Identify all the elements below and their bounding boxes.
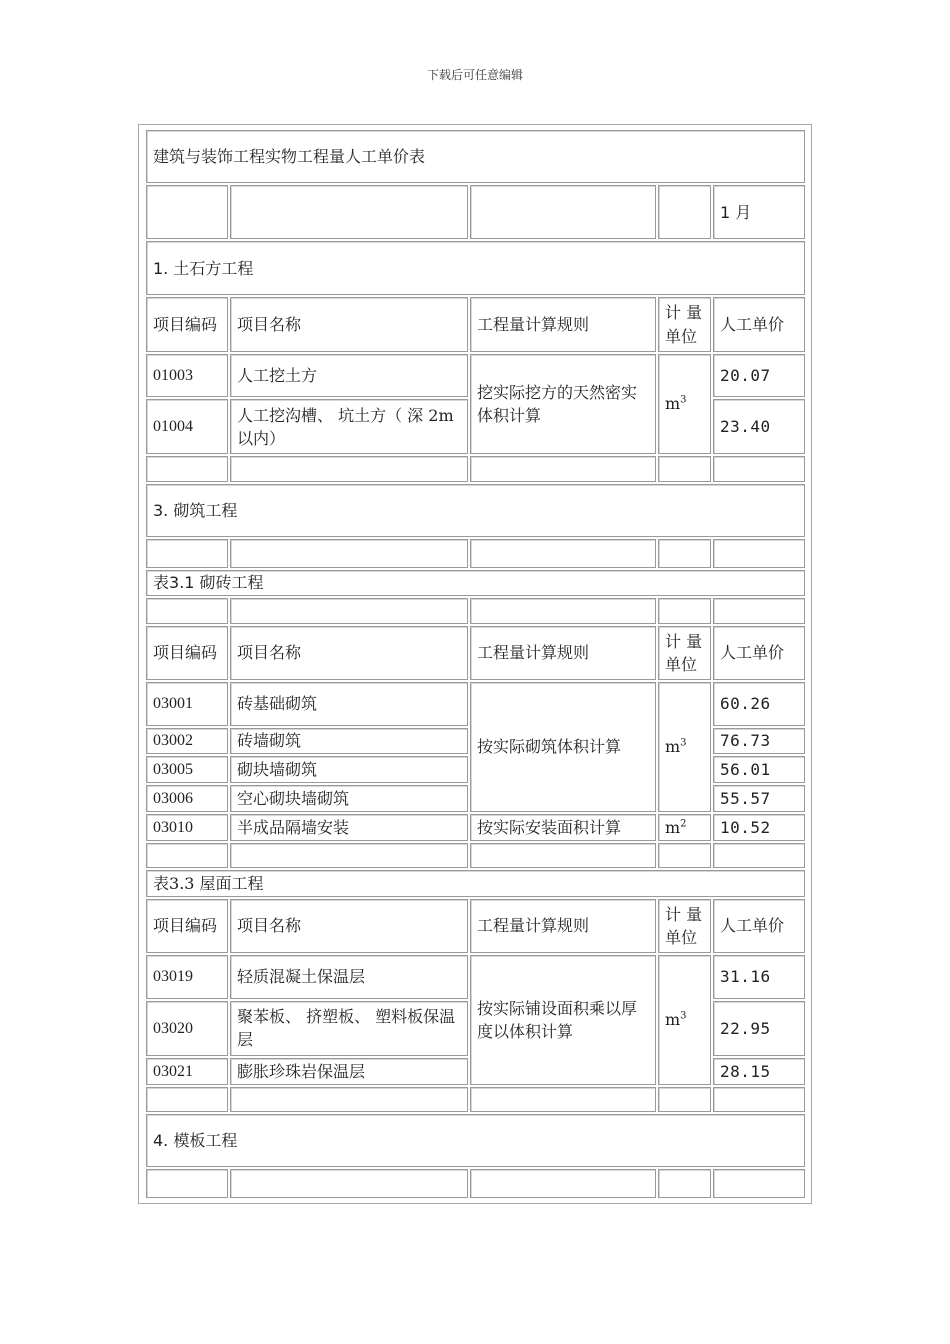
item-price: 28.15 (713, 1058, 805, 1085)
table-caption-roof (146, 870, 805, 897)
col-header-rule: 工程量计算规则 (470, 899, 656, 953)
empty-cell (470, 456, 656, 481)
item-code: 03021 (146, 1058, 228, 1085)
blank-row (146, 539, 805, 568)
col-header-code: 项目编码 (146, 297, 228, 351)
empty-cell (658, 1169, 711, 1198)
month-label: 1 月 (713, 185, 805, 239)
item-price: 56.01 (713, 756, 805, 783)
col-header-unit: 计 量 单位 (658, 899, 711, 953)
blank-row (146, 843, 805, 868)
empty-cell (146, 598, 228, 623)
empty-cell (146, 539, 228, 568)
item-code: 03001 (146, 682, 228, 726)
empty-cell (658, 456, 711, 481)
empty-cell (230, 539, 468, 568)
unit-base: m (665, 817, 681, 837)
col-header-code: 项目编码 (146, 899, 228, 953)
col-header-name: 项目名称 (230, 899, 468, 953)
col-header-name: 项目名称 (230, 297, 468, 351)
table-row (146, 682, 805, 726)
empty-cell (146, 185, 228, 239)
table-row (146, 955, 805, 999)
empty-cell (713, 1087, 805, 1112)
blank-row (146, 1087, 805, 1112)
empty-cell (470, 539, 656, 568)
empty-cell (713, 843, 805, 868)
col-header-price: 人工单价 (713, 297, 805, 351)
labor-price-table (144, 128, 807, 1200)
unit-cell (658, 682, 711, 812)
empty-cell (658, 598, 711, 623)
col-header-price: 人工单价 (713, 626, 805, 680)
empty-cell (146, 843, 228, 868)
item-code: 03005 (146, 756, 228, 783)
item-code: 01004 (146, 399, 228, 454)
empty-cell (658, 539, 711, 568)
unit-exponent: 3 (680, 1010, 687, 1022)
unit-base: m (665, 394, 681, 414)
item-price: 31.16 (713, 955, 805, 999)
caption-text: 3.3 屋面工程 (169, 873, 264, 893)
item-name: 砖墙砌筑 (230, 728, 468, 755)
table-row (146, 354, 805, 398)
empty-cell (230, 598, 468, 623)
caption-row (146, 870, 805, 897)
empty-cell (230, 185, 468, 239)
col-header-name: 项目名称 (230, 626, 468, 680)
item-price: 10.52 (713, 814, 805, 841)
unit-base: m (665, 737, 681, 757)
empty-cell (470, 185, 656, 239)
empty-cell (470, 843, 656, 868)
col-header-code: 项目编码 (146, 626, 228, 680)
empty-cell (146, 1087, 228, 1112)
item-name: 膨胀珍珠岩保温层 (230, 1058, 468, 1085)
item-price: 76.73 (713, 728, 805, 755)
caption-prefix: 表 (153, 873, 170, 893)
calc-rule: 挖实际挖方的天然密实体积计算 (470, 354, 656, 455)
calc-rule: 按实际砌筑体积计算 (470, 682, 656, 812)
empty-cell (658, 1087, 711, 1112)
table-row (146, 814, 805, 841)
col-header-rule: 工程量计算规则 (470, 626, 656, 680)
unit-exponent: 3 (680, 738, 687, 750)
item-price: 60.26 (713, 682, 805, 726)
item-code: 01003 (146, 354, 228, 398)
item-price: 23.40 (713, 399, 805, 454)
empty-cell (146, 456, 228, 481)
col-header-price: 人工单价 (713, 899, 805, 953)
unit-exponent: 2 (680, 818, 687, 830)
header-row (146, 899, 805, 953)
item-name: 聚苯板、 挤塑板、 塑料板保温层 (230, 1001, 468, 1056)
section-heading-formwork: 4. 模板工程 (146, 1114, 805, 1167)
section-row (146, 1114, 805, 1167)
header-row (146, 626, 805, 680)
section-heading-earthwork: 1. 土石方工程 (146, 241, 805, 295)
page-title: 建筑与装饰工程实物工程量人工单价表 (146, 130, 805, 183)
empty-cell (658, 185, 711, 239)
blank-row (146, 1169, 805, 1198)
col-header-unit: 计 量 单位 (658, 297, 711, 351)
title-row (146, 130, 805, 183)
col-header-rule: 工程量计算规则 (470, 297, 656, 351)
blank-row (146, 185, 805, 239)
calc-rule: 按实际安装面积计算 (470, 814, 656, 841)
unit-cell (658, 814, 711, 841)
empty-cell (146, 1169, 228, 1198)
item-code: 03006 (146, 785, 228, 812)
item-price: 55.57 (713, 785, 805, 812)
empty-cell (713, 456, 805, 481)
blank-row (146, 598, 805, 623)
unit-cell (658, 354, 711, 455)
item-code: 03020 (146, 1001, 228, 1056)
item-code: 03010 (146, 814, 228, 841)
item-name: 人工挖沟槽、 坑土方（ 深 2m 以内） (230, 399, 468, 454)
header-row (146, 297, 805, 351)
empty-cell (470, 598, 656, 623)
caption-row (146, 570, 805, 597)
empty-cell (230, 1169, 468, 1198)
caption-prefix: 表 (153, 573, 170, 593)
item-name: 人工挖土方 (230, 354, 468, 398)
item-name: 砌块墙砌筑 (230, 756, 468, 783)
empty-cell (470, 1087, 656, 1112)
empty-cell (230, 456, 468, 481)
unit-base: m (665, 1010, 681, 1030)
unit-cell (658, 955, 711, 1085)
item-name: 空心砌块墙砌筑 (230, 785, 468, 812)
empty-cell (713, 1169, 805, 1198)
item-name: 砖基础砌筑 (230, 682, 468, 726)
empty-cell (713, 539, 805, 568)
header-note: 下载后可任意编辑 (426, 68, 523, 82)
item-price: 22.95 (713, 1001, 805, 1056)
section-row (146, 484, 805, 537)
empty-cell (230, 1087, 468, 1112)
empty-cell (230, 843, 468, 868)
item-price: 20.07 (713, 354, 805, 398)
unit-exponent: 3 (680, 395, 687, 407)
empty-cell (470, 1169, 656, 1198)
item-code: 03002 (146, 728, 228, 755)
calc-rule: 按实际铺设面积乘以厚度以体积计算 (470, 955, 656, 1085)
item-code: 03019 (146, 955, 228, 999)
item-name: 轻质混凝土保温层 (230, 955, 468, 999)
section-heading-masonry: 3. 砌筑工程 (146, 484, 805, 537)
empty-cell (658, 843, 711, 868)
table-caption-brick (146, 570, 805, 597)
section-row (146, 241, 805, 295)
col-header-unit: 计 量 单位 (658, 626, 711, 680)
item-name: 半成品隔墙安装 (230, 814, 468, 841)
caption-text: 3.1 砌砖工程 (169, 573, 264, 593)
blank-row (146, 456, 805, 481)
empty-cell (713, 598, 805, 623)
